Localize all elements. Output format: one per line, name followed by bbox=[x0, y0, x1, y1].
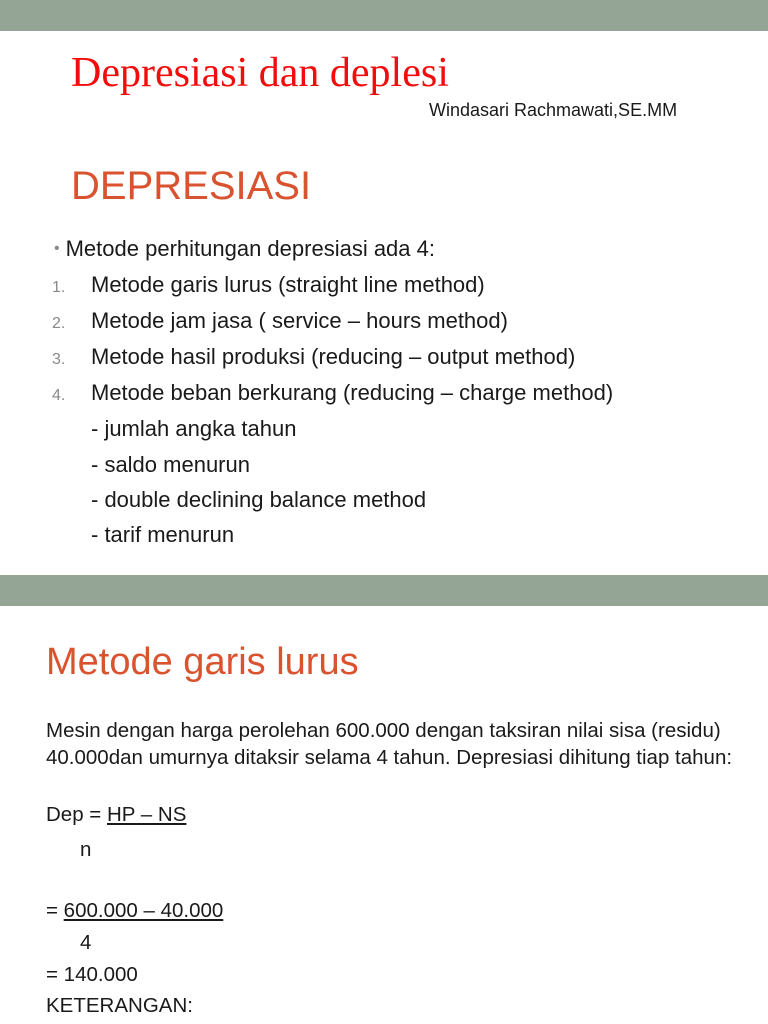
list-number: 1. bbox=[52, 279, 66, 296]
sub-list-item: - jumlah angka tahun bbox=[91, 416, 297, 441]
author-name: Windasari Rachmawati,SE.MM bbox=[429, 100, 678, 120]
calc-denominator: 4 bbox=[80, 931, 92, 954]
formula-prefix: Dep = bbox=[46, 803, 107, 826]
bullet-item bbox=[54, 236, 435, 262]
bullet-text: Metode perhitungan depresiasi ada 4: bbox=[65, 236, 435, 261]
bullet-dot-icon: • bbox=[54, 240, 60, 257]
sub-list-item: - tarif menurun bbox=[91, 522, 235, 547]
keterangan-label: KETERANGAN: bbox=[46, 994, 193, 1017]
calc-result: = 140.000 bbox=[46, 963, 138, 986]
sub-list-item: - saldo menurun bbox=[91, 452, 250, 477]
problem-paragraph: Mesin dengan harga perolehan 600.000 dengan taksiran nilai sisa (residu) 40.000dan umurnya ditaksir selama 4 tahun. Depresiasi dihitung tiap tahun: bbox=[46, 719, 733, 769]
list-item bbox=[52, 272, 485, 298]
list-item bbox=[52, 380, 613, 406]
calc-numerator: 600.000 – 40.000 bbox=[63, 899, 224, 922]
list-text: Metode hasil produksi (reducing – output method) bbox=[91, 344, 576, 369]
list-text: Metode beban berkurang (reducing – charge method) bbox=[91, 380, 614, 405]
section-heading-garis-lurus: Metode garis lurus bbox=[46, 641, 359, 683]
list-number: 3. bbox=[52, 351, 66, 368]
sub-list-item: - double declining balance method bbox=[91, 487, 427, 512]
calculation-line bbox=[46, 899, 223, 923]
list-text: Metode garis lurus (straight line method) bbox=[91, 272, 485, 297]
list-text: Metode jam jasa ( service – hours method) bbox=[91, 308, 508, 333]
formula-numerator: HP – NS bbox=[106, 803, 187, 826]
list-number: 4. bbox=[52, 387, 66, 404]
list-item bbox=[52, 308, 508, 334]
formula-line bbox=[46, 803, 186, 827]
middle-divider-band bbox=[0, 575, 768, 606]
list-item bbox=[52, 344, 575, 370]
top-divider-band bbox=[0, 0, 768, 31]
calc-prefix: = bbox=[46, 899, 64, 922]
list-number: 2. bbox=[52, 315, 66, 332]
section-heading-depresiasi: DEPRESIASI bbox=[71, 164, 312, 208]
formula-denominator: n bbox=[80, 838, 92, 861]
slide-title: Depresiasi dan deplesi bbox=[71, 50, 449, 96]
